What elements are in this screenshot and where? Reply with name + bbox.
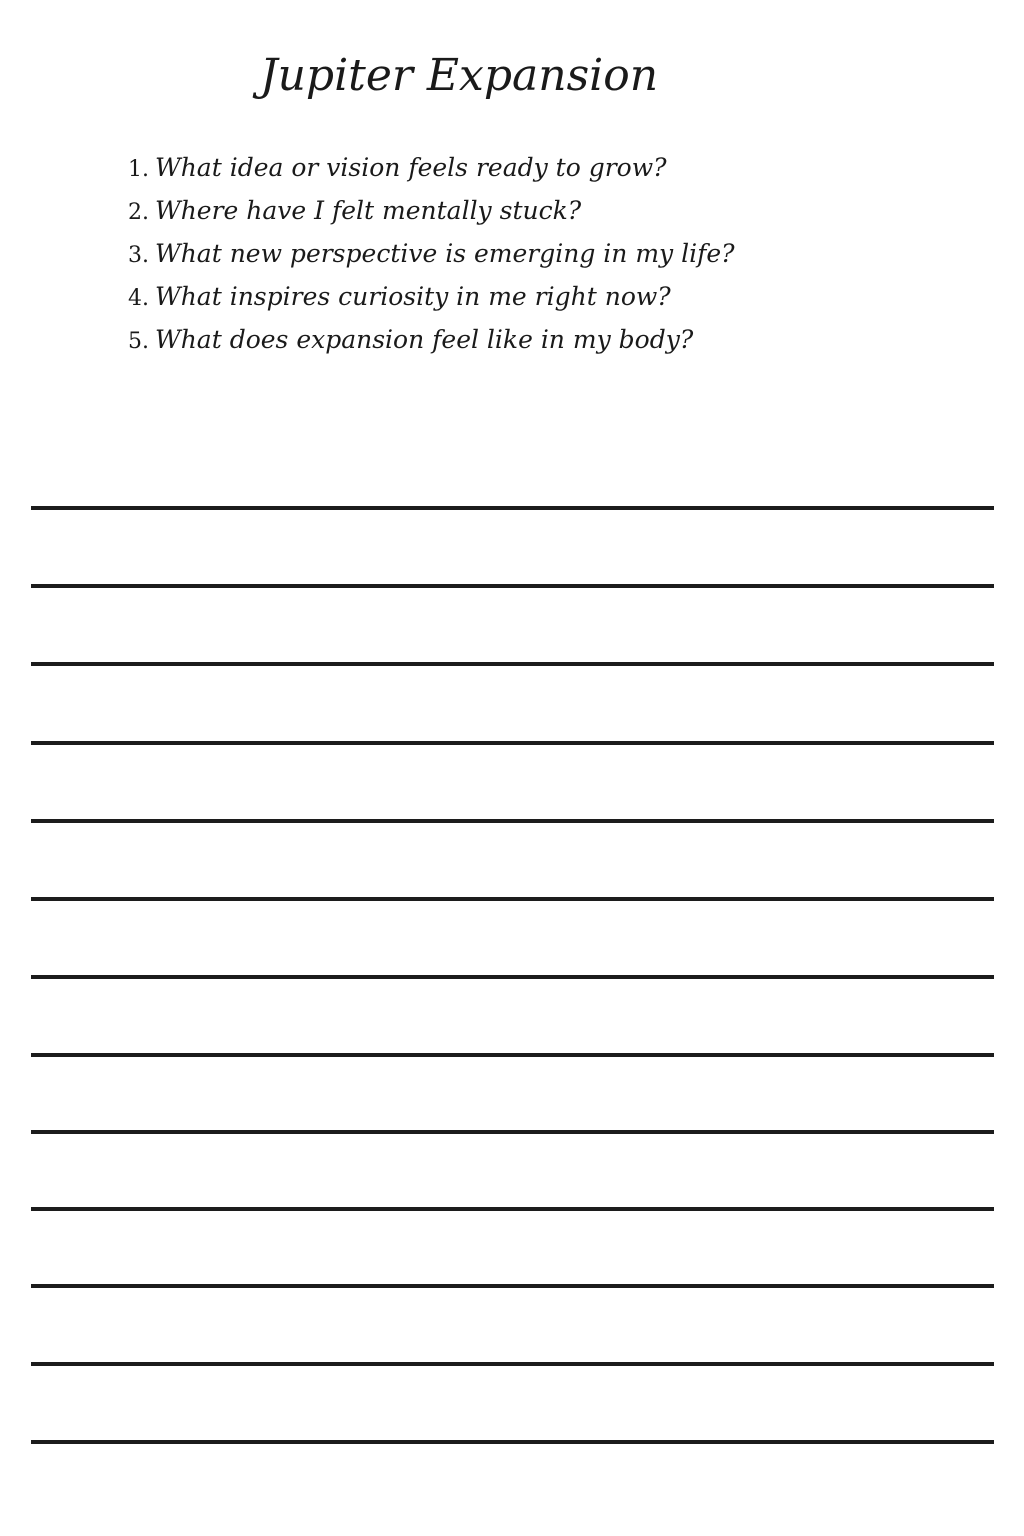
writing-line: [31, 1130, 994, 1134]
writing-line: [31, 1284, 994, 1288]
prompt-number: 3.: [128, 243, 149, 268]
writing-line: [31, 506, 994, 510]
prompt-text: Where have I felt mentally stuck?: [155, 196, 582, 225]
writing-line: [31, 897, 994, 901]
writing-line: [31, 975, 994, 979]
prompt-number: 2.: [128, 200, 149, 225]
writing-line: [31, 1362, 994, 1366]
writing-line: [31, 1053, 994, 1057]
prompt-text: What new perspective is emerging in my life?: [155, 239, 735, 268]
prompt-text: What idea or vision feels ready to grow?: [155, 153, 667, 182]
writing-line: [31, 1207, 994, 1211]
writing-line: [31, 741, 994, 745]
writing-line: [31, 584, 994, 588]
prompt-number: 4.: [128, 286, 149, 311]
writing-line: [31, 819, 994, 823]
writing-line: [31, 1440, 994, 1444]
writing-area[interactable]: [31, 0, 994, 1536]
prompt-number: 1.: [128, 157, 149, 182]
prompt-text: What inspires curiosity in me right now?: [155, 282, 671, 311]
prompt-number: 5.: [128, 329, 149, 354]
page-title: Jupiter Expansion: [259, 50, 659, 101]
prompt-text: What does expansion feel like in my body?: [155, 325, 694, 354]
writing-line: [31, 662, 994, 666]
